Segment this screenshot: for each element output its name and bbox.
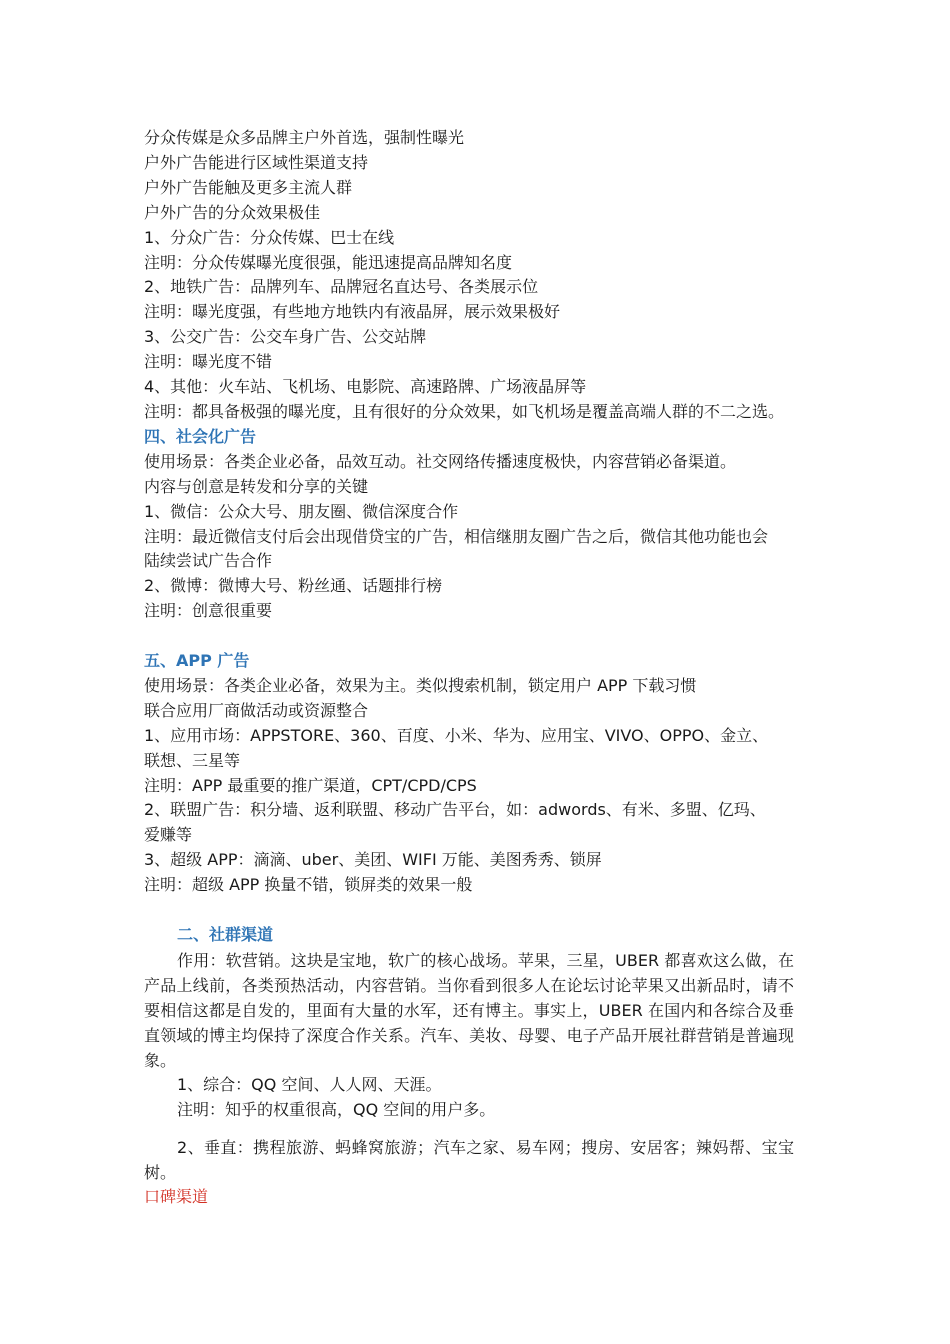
text-line: 1、应用市场：APPSTORE、360、百度、小米、华为、应用宝、VIVO、OPPO、金立、	[144, 725, 769, 745]
community-heading: 二、社群渠道	[177, 924, 274, 944]
text-line: 注明：曝光度强，有些地方地铁内有液晶屏，展示效果极好	[144, 302, 561, 322]
text-line: 3、公交广告：公交车身广告、公交站牌	[144, 327, 427, 347]
text-line: 注明：APP 最重要的推广渠道，CPT/CPD/CPS	[144, 775, 477, 795]
text-line: 爱赚等	[144, 825, 193, 845]
text-line: 注明：都具备极强的曝光度，且有很好的分众效果，如飞机场是覆盖高端人群的不二之选。	[144, 401, 785, 421]
text-line: 注明：创意很重要	[144, 601, 273, 621]
app-ads-heading: 五、APP 广告	[144, 651, 250, 671]
community-paragraph: 作用：软营销。这块是宝地，软广的核心战场。苹果，三星，UBER 都喜欢这么做，在产品上线前，各类预热活动，内容营销。当你看到很多人在论坛讨论苹果又出新品时，请不要相信这都是自发的，里面有大量的水军，还有博主。事实上，UBER 在国内和各综合及垂直领域的博主均保持了深度合作关系。汽车、美妆、母婴、电子产品开展社群营销是普遍现象。	[144, 950, 794, 1070]
text-line: 注明：最近微信支付后会出现借贷宝的广告，相信继朋友圈广告之后，微信其他功能也会	[144, 526, 769, 546]
spacer	[144, 898, 824, 923]
word-of-mouth-heading: 口碑渠道	[144, 1186, 209, 1206]
text-line: 注明：曝光度不错	[144, 352, 273, 372]
community-section	[144, 923, 824, 1185]
text-line: 使用场景：各类企业必备，品效互动。社交网络传播速度极快，内容营销必备渠道。	[144, 451, 737, 471]
community-item-general: 1、综合：QQ 空间、人人网、天涯。	[177, 1074, 442, 1094]
document-body	[144, 126, 824, 1210]
social-ads-heading: 四、社会化广告	[144, 426, 257, 446]
app-ads-section	[144, 649, 824, 898]
community-item-vertical: 2、垂直：携程旅游、蚂蜂窝旅游；汽车之家、易车网；搜房、安居客；辣妈帮、宝宝树。	[144, 1137, 794, 1182]
social-ads-section	[144, 425, 824, 624]
spacer	[144, 1123, 824, 1135]
text-line: 陆续尝试广告合作	[144, 551, 273, 571]
text-line: 1、微信：公众大号、朋友圈、微信深度合作	[144, 501, 459, 521]
spacer	[144, 624, 824, 649]
text-line: 分众传媒是众多品牌主户外首选，强制性曝光	[144, 128, 465, 147]
text-line: 1、分众广告：分众传媒、巴士在线	[144, 227, 395, 247]
text-line: 使用场景：各类企业必备，效果为主。类似搜索机制，锁定用户 APP 下载习惯	[144, 675, 697, 695]
text-line: 联合应用厂商做活动或资源整合	[144, 700, 369, 720]
community-note: 注明：知乎的权重很高，QQ 空间的用户多。	[177, 1099, 496, 1119]
text-line: 注明：分众传媒曝光度很强，能迅速提高品牌知名度	[144, 252, 513, 272]
text-line: 注明：超级 APP 换量不错，锁屏类的效果一般	[144, 875, 473, 895]
word-of-mouth-section	[144, 1185, 824, 1210]
text-line: 内容与创意是转发和分享的关键	[144, 476, 369, 496]
text-line: 2、地铁广告：品牌列车、品牌冠名直达号、各类展示位	[144, 277, 539, 297]
text-line: 户外广告的分众效果极佳	[144, 202, 321, 222]
text-line: 2、微博：微博大号、粉丝通、话题排行榜	[144, 576, 443, 596]
text-line: 3、超级 APP：滴滴、uber、美团、WIFI 万能、美图秀秀、锁屏	[144, 850, 602, 870]
text-line: 户外广告能触及更多主流人群	[144, 177, 353, 197]
text-line: 联想、三星等	[144, 750, 241, 770]
outdoor-section	[144, 126, 824, 425]
text-line: 户外广告能进行区域性渠道支持	[144, 152, 369, 172]
text-line: 4、其他：火车站、飞机场、电影院、高速路牌、广场液晶屏等	[144, 377, 587, 397]
text-line: 2、联盟广告：积分墙、返利联盟、移动广告平台，如：adwords、有米、多盟、亿玛、	[144, 800, 766, 820]
